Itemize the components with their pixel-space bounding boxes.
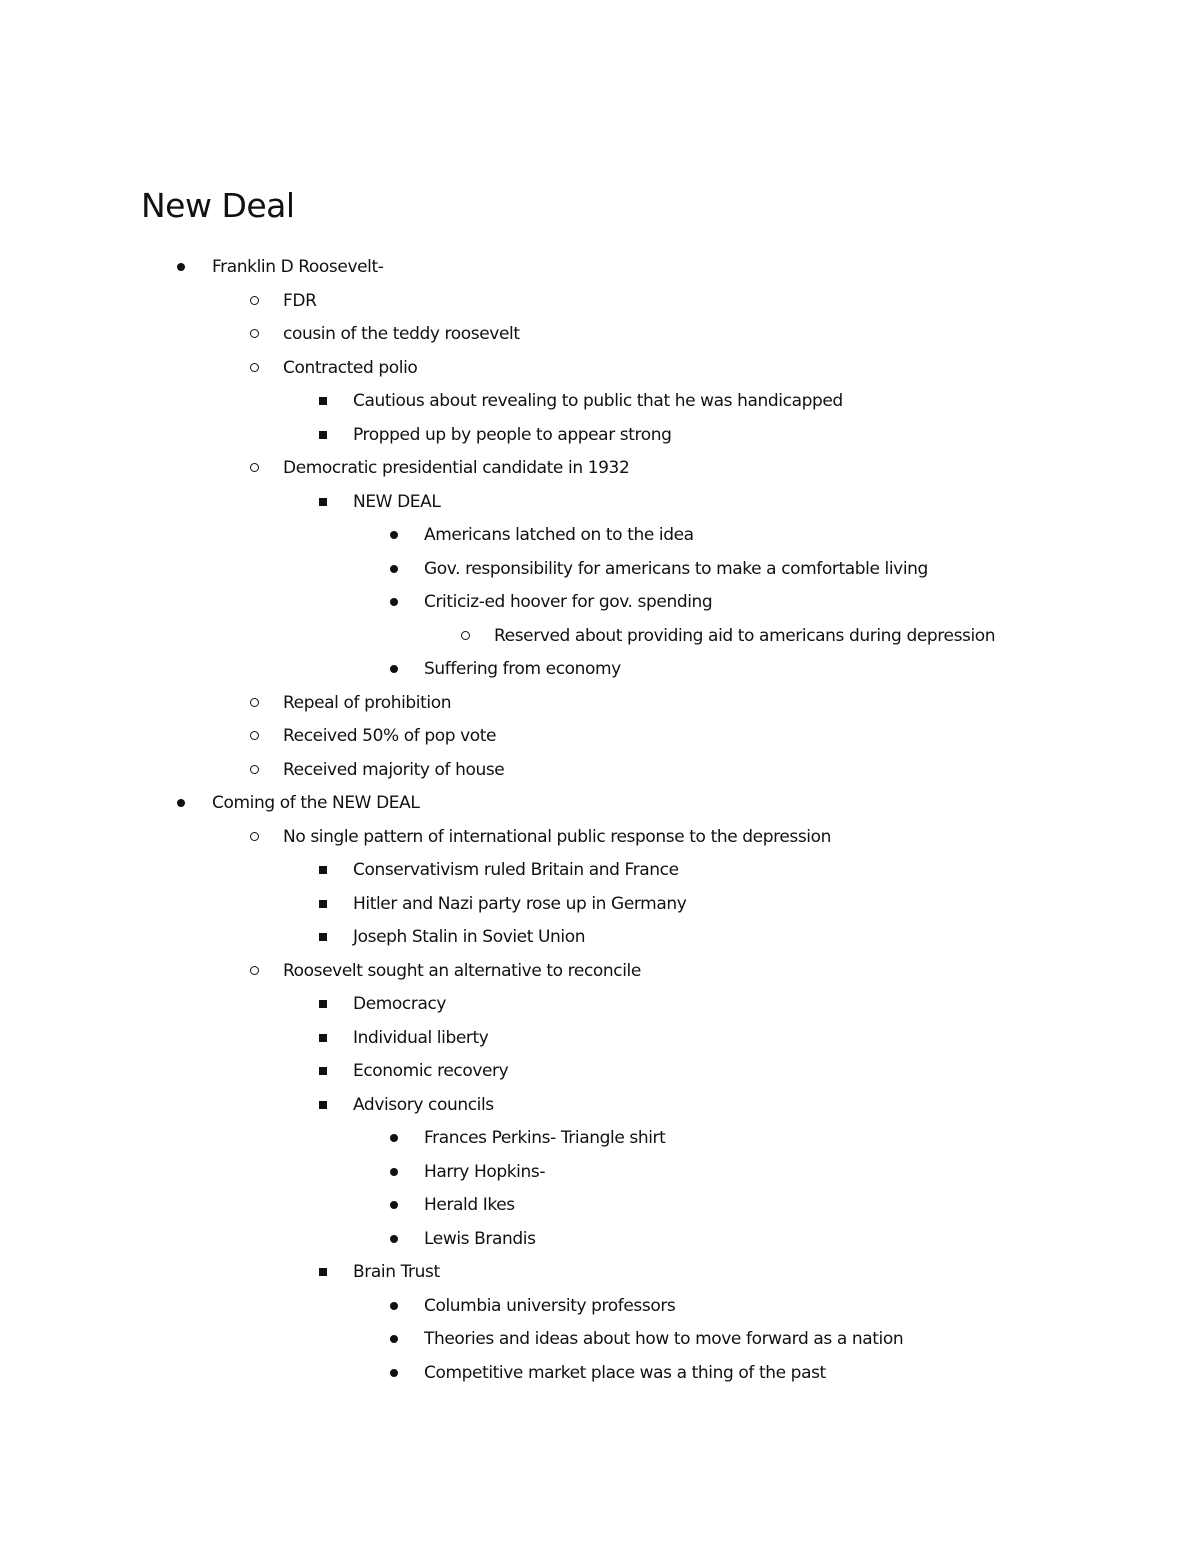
bullet-square-icon <box>319 866 327 874</box>
bullet-square-icon <box>319 498 327 506</box>
list-item-text: Conservativism ruled Britain and France <box>353 860 679 880</box>
list-item-text: Received 50% of pop vote <box>283 726 497 746</box>
list-item-text: Received majority of house <box>283 759 505 780</box>
list-item-text: Criticiz-ed hoover for gov. spending <box>424 592 713 612</box>
list-item-text: Propped up by people to appear strong <box>353 424 672 445</box>
list-item-text: Gov. responsibility for americans to make a comfortable living <box>424 558 928 579</box>
list-item-text: Democracy <box>353 994 447 1014</box>
bullet-square-icon <box>319 1034 327 1042</box>
list-item-text: Advisory councils <box>353 1094 494 1115</box>
list-item-text: cousin of the teddy roosevelt <box>283 324 520 344</box>
list-item-text: Roosevelt sought an alternative to reconcile <box>283 960 641 981</box>
list-item-text: Reserved about providing aid to americans during depression <box>494 625 996 646</box>
list-item-text: Competitive market place was a thing of the past <box>424 1362 826 1383</box>
bullet-square-icon <box>319 397 327 405</box>
list-item-text: Economic recovery <box>353 1061 509 1081</box>
bullet-circle-icon <box>461 631 470 640</box>
list-item-text: Frances Perkins- Triangle shirt <box>424 1128 666 1148</box>
bullet-disc-icon <box>390 1201 398 1209</box>
list-item-text: Franklin D Roosevelt- <box>212 257 384 277</box>
list-item-text: Coming of the NEW DEAL <box>212 793 420 813</box>
bullet-square-icon <box>319 933 327 941</box>
bullet-disc-icon <box>390 665 398 673</box>
bullet-circle-icon <box>250 463 259 472</box>
bullet-circle-icon <box>250 363 259 372</box>
bullet-square-icon <box>319 1101 327 1109</box>
bullet-square-icon <box>319 1067 327 1075</box>
bullet-circle-icon <box>250 765 259 774</box>
bullet-circle-icon <box>250 966 259 975</box>
bullet-circle-icon <box>250 329 259 338</box>
list-item-text: NEW DEAL <box>353 491 441 512</box>
page-title: New Deal <box>141 186 295 225</box>
bullet-disc-icon <box>390 565 398 573</box>
list-item-text: FDR <box>283 290 317 311</box>
bullet-disc-icon <box>390 1235 398 1243</box>
bullet-disc-icon <box>390 1134 398 1142</box>
bullet-disc-icon <box>390 531 398 539</box>
bullet-square-icon <box>319 431 327 439</box>
list-item-text: Columbia university professors <box>424 1295 676 1316</box>
list-item-text: Repeal of prohibition <box>283 692 452 713</box>
list-item-text: Contracted polio <box>283 357 418 378</box>
list-item-text: Americans latched on to the idea <box>424 525 694 545</box>
list-item-text: Lewis Brandis <box>424 1228 536 1249</box>
list-item-text: No single pattern of international public response to the depression <box>283 826 831 847</box>
bullet-disc-icon <box>390 598 398 606</box>
bullet-square-icon <box>319 1268 327 1276</box>
bullet-circle-icon <box>250 296 259 305</box>
list-item-text: Cautious about revealing to public that he was handicapped <box>353 391 843 411</box>
bullet-disc-icon <box>390 1369 398 1377</box>
bullet-circle-icon <box>250 832 259 841</box>
list-item-text: Suffering from economy <box>424 659 621 679</box>
list-item-text: Democratic presidential candidate in 1932 <box>283 458 630 478</box>
bullet-disc-icon <box>390 1302 398 1310</box>
list-item-text: Theories and ideas about how to move forward as a nation <box>424 1329 904 1349</box>
list-item-text: Hitler and Nazi party rose up in Germany <box>353 893 687 914</box>
list-item-text: Herald Ikes <box>424 1195 515 1215</box>
list-item-text: Harry Hopkins- <box>424 1161 546 1182</box>
list-item-text: Individual liberty <box>353 1027 489 1048</box>
bullet-disc-icon <box>390 1168 398 1176</box>
bullet-disc-icon <box>177 799 185 807</box>
list-item-text: Brain Trust <box>353 1262 440 1282</box>
bullet-square-icon <box>319 900 327 908</box>
bullet-circle-icon <box>250 731 259 740</box>
bullet-circle-icon <box>250 698 259 707</box>
bullet-disc-icon <box>177 263 185 271</box>
bullet-square-icon <box>319 1000 327 1008</box>
bullet-disc-icon <box>390 1335 398 1343</box>
list-item-text: Joseph Stalin in Soviet Union <box>353 927 586 947</box>
